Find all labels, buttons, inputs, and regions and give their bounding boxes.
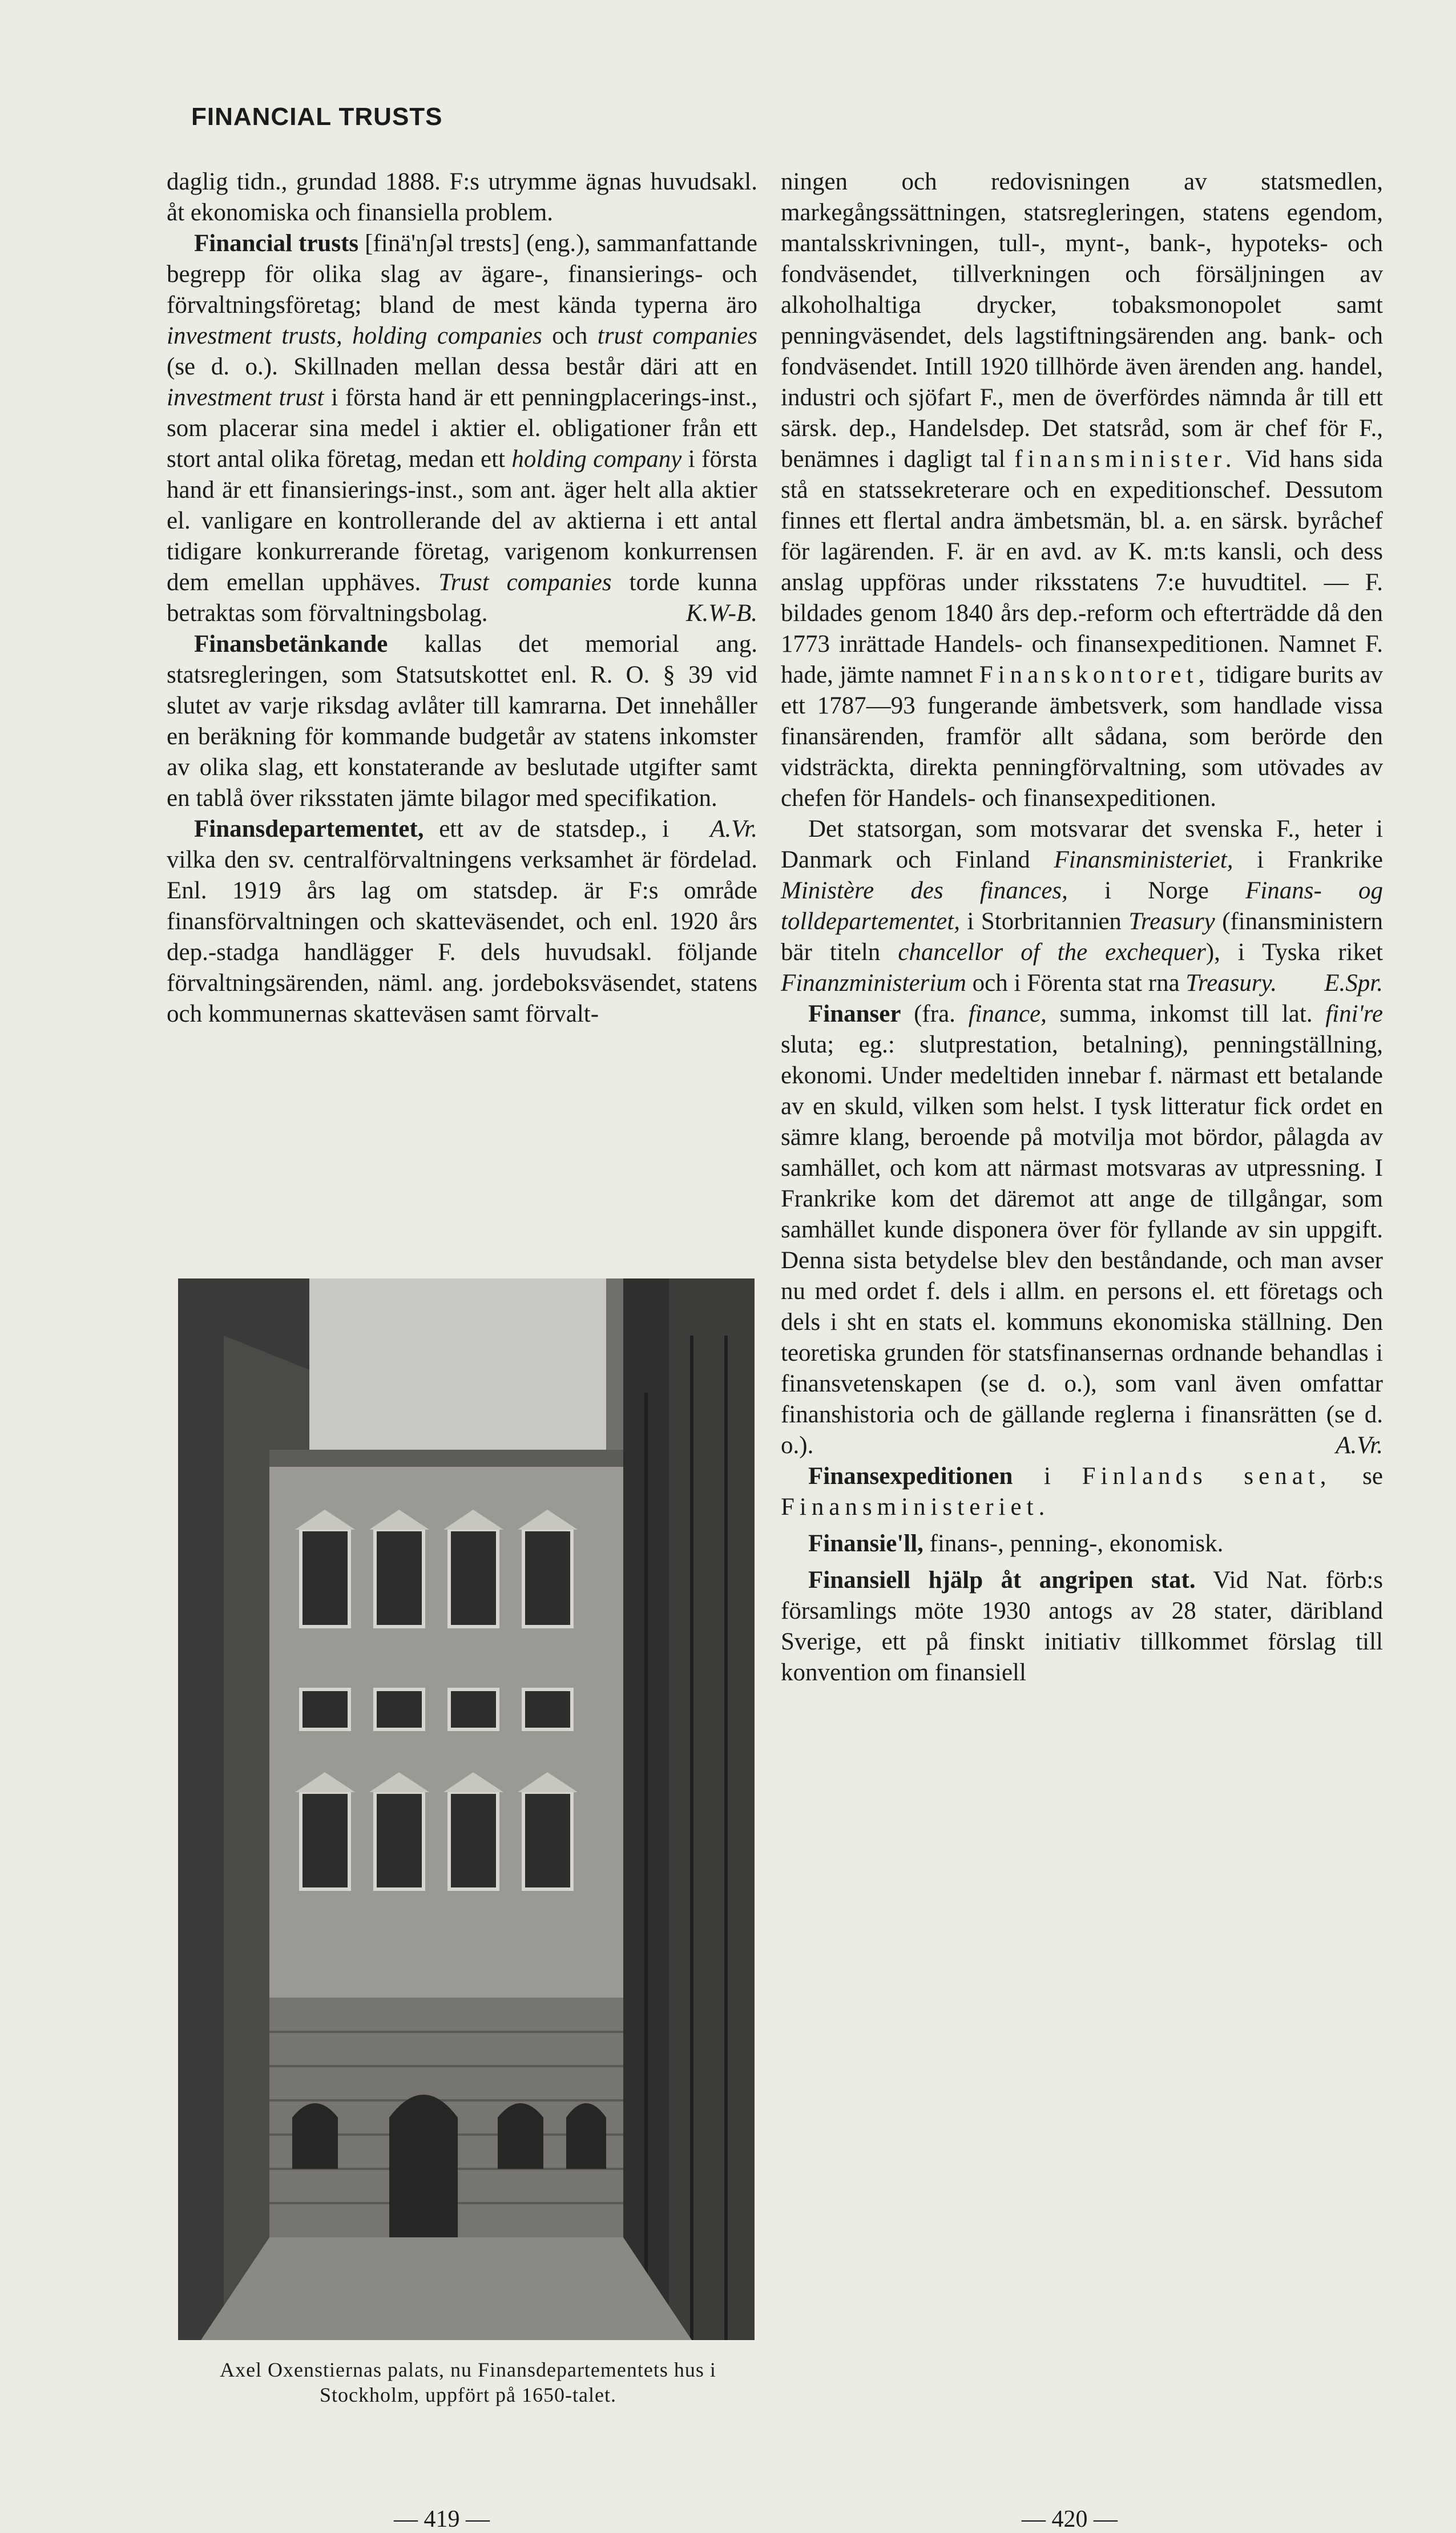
- author-signature: E.Spr.: [1324, 970, 1383, 997]
- entry-text: i Frankrike: [1233, 846, 1383, 873]
- entry-italic: trust companies: [597, 322, 757, 349]
- entry-text: torde kunna betraktas som förvaltningsbolag.: [167, 569, 757, 627]
- entry-italic: chancellor of the exchequer: [898, 939, 1206, 966]
- entry-italic: investment trust: [167, 384, 324, 411]
- entry-headword: Finansdepartementet,: [194, 816, 424, 842]
- entry-text: ett av de statsdep., i vilka den sv. centralförvaltningens verksamhet är fördelad. Enl. 1919 års lag om statsdep. är F:s område finansförvaltningen och skatteväsendet, och enl. 1920 års dep.-stadga handlägger F. dels huvudsakl. följande förvaltningsärenden, näml. ang. jordeboksväsendet, statens och kommunernas skatteväsen samt förvalt-: [167, 816, 757, 1027]
- building-photo: [178, 1278, 755, 2340]
- spaced-term: Finlands senat,: [1082, 1463, 1332, 1490]
- entry-text: Vid Nat. förb:s församlings möte 1930 antogs av 28 stater, däribland Sverige, ett på finskt initiativ tillkommet förslag till konvention om finansiell: [781, 1567, 1384, 1686]
- entry-paragraph: [781, 814, 1383, 999]
- entry-continuation: [781, 167, 1383, 814]
- entry-italic: Finanzministerium: [781, 970, 966, 997]
- entry-text: i Storbritannien: [960, 908, 1129, 935]
- entry-headword: Finansbetänkande: [194, 631, 388, 658]
- entry-headword: Finansexpeditionen: [808, 1463, 1013, 1490]
- entry-text: ningen och redovisningen av statsmedlen, markegångssättningen, statsregleringen, statens egendom, mantalsskrivningen, tull-, mynt-, bank-, hypoteks- och fondväsendet, tillverkningen och försäljningen av alkoholhaltiga drycker, tobaksmonopolet samt penningväsendet, dels lagstiftningsärenden ang. bank- och fondväsendet. Intill 1920 tillhörde även ärenden ang. handel, industri och sjöfart F., men de överfördes nämnda år till ett särsk. dep., Handelsdep. Det statsråd, som är chef för F., benämnes i dagligt tal: [781, 168, 1383, 473]
- page-number-left: — 419 —: [394, 2506, 490, 2532]
- entry-text: Det statsorgan, som motsvarar det svenska F., heter i Danmark och Finland: [781, 816, 1383, 873]
- entry-italic: Finansministeriet,: [1054, 846, 1233, 873]
- entry-text: ), i Tyska riket: [1205, 939, 1384, 966]
- photo-caption: Axel Oxenstiernas palats, nu Finansdepartementets hus i Stockholm, uppfört på 1650-talet.: [220, 2358, 716, 2406]
- author-signature: A.Vr.: [710, 816, 757, 842]
- entry-text: och: [542, 322, 598, 349]
- entry-italic: Treasury.: [1185, 970, 1277, 997]
- entry-headword: Financial trusts: [194, 230, 359, 257]
- entry-financial-trusts: [167, 228, 757, 629]
- entry-finanser: [781, 999, 1383, 1461]
- entry-italic: Treasury: [1128, 908, 1215, 935]
- entry-text: (fra.: [901, 1001, 969, 1027]
- entry-headword: Finanser: [808, 1001, 901, 1027]
- entry-italic: Finans- og tolldepartementet,: [781, 877, 1383, 935]
- entry-text: tidigare burits av ett 1787—93 fungerande ämbetsverk, som handlade vissa finansärenden, framför allt sådana, som berörde den vidsträckta, direkta penningförvaltning, som utövades av chefen för Handels- och finansexpeditionen.: [781, 662, 1383, 812]
- entry-italic: holding company: [511, 446, 682, 473]
- entry-text: Vid hans sida stå en statssekreterare och en expeditionschef. Dessutom finnes ett flertal andra ämbetsmän, bl. a. en särsk. byråchef för lagärenden. F. är en avd. av K. m:ts kansli, och dess anslag uppföras under riksstatens 7:e huvudtitel. — F. bildades genom 1840 års dep.-reform och efterträdde då den 1773 inrättade Handels- och finansexpeditionen. Namnet F. hade, jämte namnet: [781, 446, 1383, 688]
- entry-text: summa, inkomst till lat.: [1046, 1001, 1326, 1027]
- author-signature: K.W-B.: [686, 600, 757, 627]
- left-column: [167, 167, 757, 1030]
- spaced-term: Finanskontoret,: [979, 662, 1210, 688]
- entry-text: sluta; eg.: slutprestation, betalning), penningställning, ekonomi. Under medeltiden innebar f. närmast ett betalande av en skuld, vilken som helst. I tysk litteratur fick ordet en sämre klang, beroende på motvilja mot bördor, pålagda av samhället, och kom att närmast motsvaras av utpressning. I Frankrike kom det däremot att ange de tillgångar, som samhället kunde disponera över för fyllande av sin uppgift. Denna sista betydelse blev den beståndande, och man avser nu med ordet f. dels i allm. en persons el. ett företags och dels i sht en stats el. kommuns ekonomiska ställning. Den teoretiska grunden för statsfinansernas ordnande behandlas i finansvetenskapen (se d. o.), som vanl även omfattar finanshistoria och de gällande reglerna i finansrätten (se d. o.).: [781, 1031, 1383, 1459]
- entry-headword: Finansie'll,: [808, 1530, 923, 1557]
- entry-italic: Ministère des finances,: [781, 877, 1068, 904]
- entry-text: och i Förenta stat rna: [966, 970, 1186, 997]
- entry-text: finans-, penning-, ekonomisk.: [923, 1530, 1224, 1557]
- running-head: FINANCIAL TRUSTS: [191, 103, 443, 131]
- entry-italic: investment trusts, holding companies: [167, 322, 542, 349]
- entry-italic: fini're: [1325, 1001, 1383, 1027]
- entry-finansdepartementet: [167, 814, 757, 1030]
- entry-text: [finä'nʃəl trɐsts] (eng.), sammanfattande begrepp för olika slag av ägare-, finansierings- och förvaltningsföretag; bland de mest kända typerna äro: [167, 230, 757, 318]
- spaced-term: Finansministeriet.: [781, 1494, 1050, 1520]
- entry-text: i första hand är ett penningplacerings-inst., som placerar sina medel i aktier el. obligationer från ett stort antal olika företag, medan ett: [167, 384, 757, 473]
- entry-finansexpeditionen: [781, 1461, 1383, 1523]
- entry-text: i Norge: [1067, 877, 1246, 904]
- entry-text: i första hand är ett finansierings-inst., som ant. äger helt alla aktier el. vanligare en kontrollerande del av aktierna i ett antal tidigare konkurrerande företag, varigenom konkurrensen dem emellan upphäves.: [167, 446, 757, 596]
- entry-headword: Finansiell hjälp åt angripen stat.: [808, 1567, 1196, 1594]
- entry-text: se: [1331, 1463, 1383, 1490]
- entry-text: (se d. o.). Skillnaden mellan dessa består däri att en: [167, 353, 757, 380]
- author-signature: A.Vr.: [1336, 1432, 1383, 1459]
- right-column: [781, 167, 1383, 1688]
- entry-finansiell: [781, 1528, 1383, 1559]
- entry-text: kallas det memorial ang. statsregleringen, som Statsutskottet enl. R. O. § 39 vid slutet av varje riksdag avlåter till kamrarna. Det innehåller en beräkning för kommande budgetår av statens inkomster av olika slag, ett konstaterande av beslutade utgifter samt en tablå över riksstaten jämte bilagor med specifikation.: [167, 631, 757, 812]
- entry-text: (finansministern bär titeln: [781, 908, 1383, 966]
- entry-text: i: [1013, 1463, 1082, 1490]
- entry-continuation: daglig tidn., grundad 1888. F:s utrymme ägnas huvudsakl. åt ekonomiska och finansiella problem.: [167, 168, 757, 226]
- spaced-term: finansminister.: [1014, 446, 1237, 473]
- page-number-right: — 420 —: [1022, 2506, 1118, 2532]
- entry-finansiell-hjalp: [781, 1565, 1383, 1688]
- entry-italic: Trust companies: [438, 569, 612, 596]
- entry-italic: finance,: [968, 1001, 1047, 1027]
